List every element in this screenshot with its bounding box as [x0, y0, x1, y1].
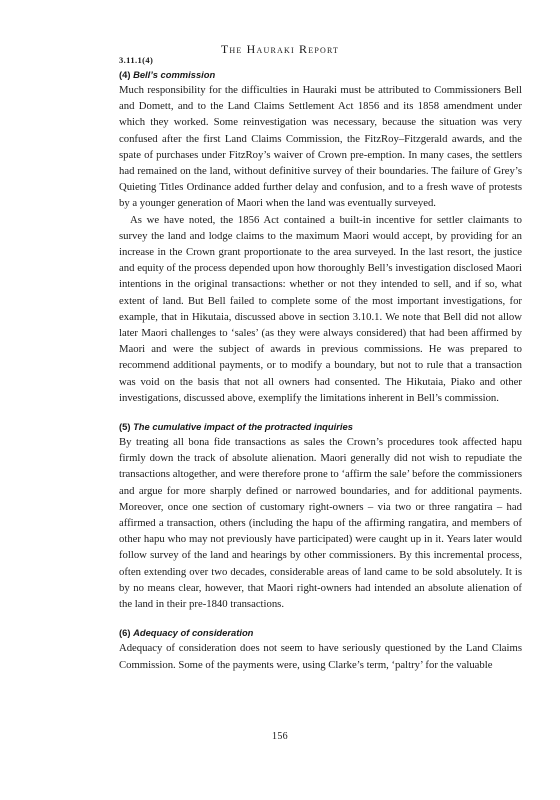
paragraph: Adequacy of consideration does not seem to have seriously questioned by the Land Claims Commission. Some of the payments were, using Clarke’s term, ‘paltry’ for the valuable	[119, 642, 522, 671]
running-header-title: The Hauraki Report	[220, 42, 340, 56]
section-heading-adequacy-of-consideration	[119, 626, 522, 640]
section-heading-number: (6)	[119, 627, 131, 639]
paragraph: Much responsibility for the difficulties in Hauraki must be attributed to Commissioners Bell and Domett, and to the Land Claims Settlement Act 1856 and its 1858 amendment under which they worked. Some reinvestigation was necessary, because the situation was very confused after the first Land Claims Commission, the FitzRoy–Fitzgerald awards, and the spate of purchases under FitzRoy’s waiver of Crown pre-emption. In many cases, the settlers had remained on the land, without definitive survey of their boundaries. The failure of Grey’s Quieting Titles Ordinance added further delay and confusion, and to a fresh wave of protests by a younger generation of Maori when the land was eventually surveyed.	[119, 84, 522, 210]
section-heading-title: Adequacy of consideration	[133, 627, 254, 639]
body-text	[119, 68, 522, 673]
paragraph: As we have noted, the 1856 Act contained a built-in incentive for settler claimants to survey the land and lodge claims to the maximum Maori would accept, by providing for an increase in the Crown grant proportionate to the area surveyed. In the last resort, the justice and equity of the process depended upon how thoroughly Bell’s investigation disclosed Maori intentions in the original transactions: whether or not they intended to sell, and if so, what extent of land. But Bell failed to complete some of the most important investigations, for example, that in Hikutaia, discussed above in section 3.10.1. We note that Bell did not allow later Maori challenges to ‘sales’ (as they were always considered) that had been affirmed by Maori and were the subject of awards in previous commissions. He was prepared to recommend additional payments, or to modify a boundary, but not to rule that a transaction was void on the basis that not all owners had consented. The Hikutaia, Piako and other investigations, discussed above, exemplify the limitations inherent in Bell’s commission.	[119, 213, 522, 404]
section-heading-number: (5)	[119, 421, 131, 433]
section-heading-cumulative-impact	[119, 420, 522, 434]
section-heading-bells-commission	[119, 68, 522, 82]
section-heading-number: (4)	[119, 69, 131, 80]
page-number: 156	[272, 731, 288, 742]
paragraph: By treating all bona fide transactions as sales the Crown’s procedures took affected hapu firmly down the track of absolute alienation. Maori generally did not wish to repudiate the transactions altogether, and were therefore prone to ‘affirm the sale’ before the commissioners and argue for more sharply defined or narrowed boundaries, and for additional payments. Moreover, once one section of customary right-owners – via two or three rangatira – had affirmed a transaction, others (including the hapu of the affirming rangatira, and members of other hapu who may not previously have participated) were caught up in it. Years later would follow survey of the land and hearings by other commissioners. By this incremental process, often extending over two decades, considerable areas of land came to be sold absolutely. It is by no means clear, however, that Maori right-owners had intended an absolute alienation of the land in their pre-1840 transactions.	[119, 436, 522, 611]
section-heading-title: The cumulative impact of the protracted inquiries	[133, 421, 353, 433]
section-heading-title: Bell’s commission	[133, 69, 216, 80]
section-reference-number: 3.11.1(4)	[119, 55, 154, 65]
